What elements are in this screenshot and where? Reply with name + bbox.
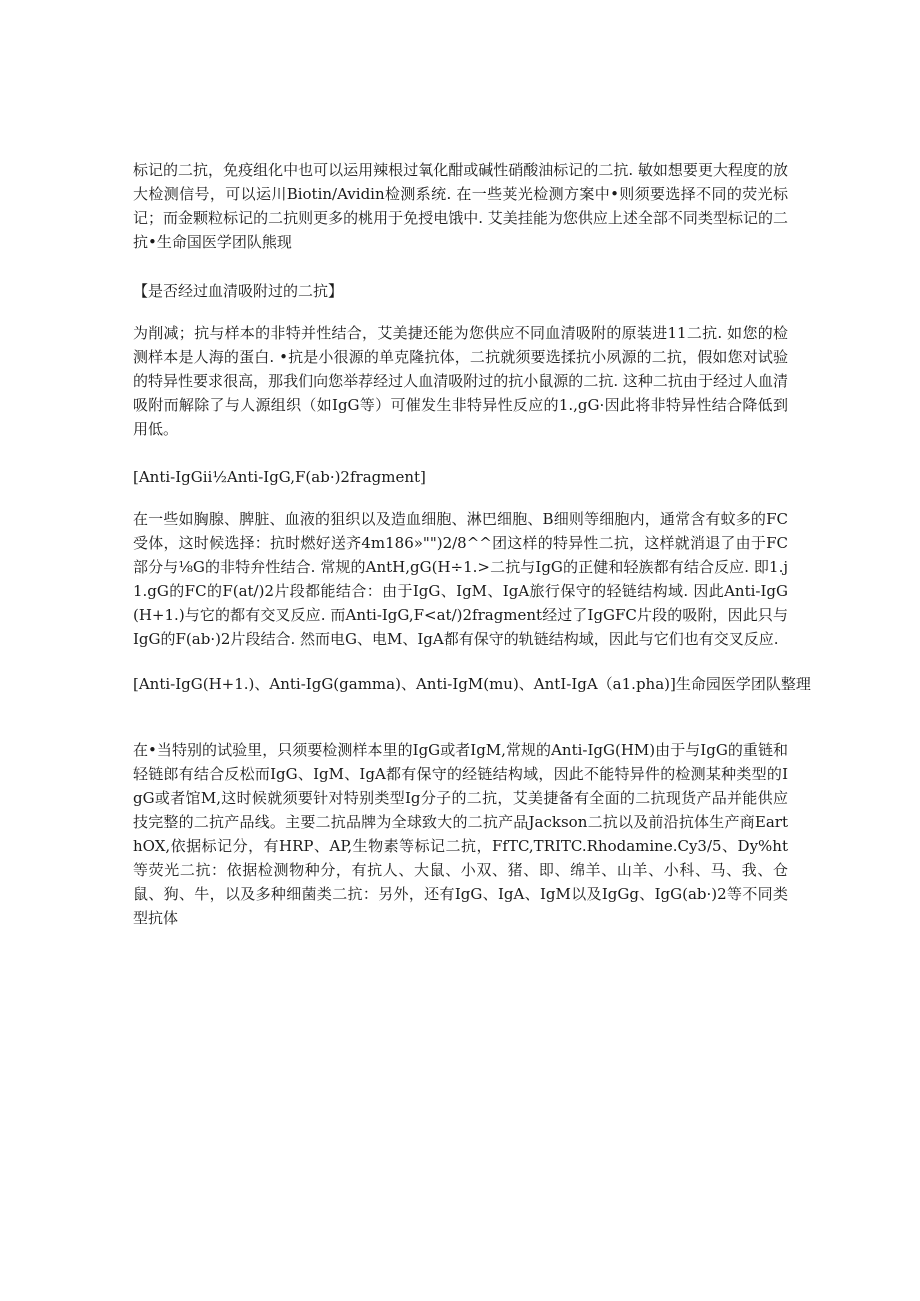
paragraph-chain-specific: 在•当特别的试验里，只须要检测样本里的IgG或者IgM,常规的Anti-IgG(HM)由于与IgG的重链和轻链郎有结合反松而IgG、IgM、IgA都有保守的经链结构域，因此不能特异件的检测某种类型的IgG或者馆M,这时候就须要针对特别类型Ig分子的二抗，艾美捷备有全面的二抗现货产品并能供应技完整的二抗产品线。主要二抗品牌为全球致大的二抗产品Jackson二抗以及前沿抗体生产商EarthOX,依据标记分，有HRP、AP,生物素等标记二抗，FfTC,TRITC.Rhodamine.Cy3/5、Dy%ht等荧光二抗：依据检测物种分，有抗人、大鼠、小双、猪、即、绵羊、山羊、小科、马、我、仓鼠、狗、牛，以及多种细菌类二抗：另外，还有IgG、IgA、IgM以及IgGg、IgG(ab·)2等不同类型抗体 <box>133 741 788 927</box>
heading-serum-adsorbed: 【是否经过血清吸附过的二抗】 <box>133 282 344 300</box>
heading-fab-fragment: [Anti-IgGii½Anti-IgG,F(ab·)2fragment] <box>133 468 426 486</box>
paragraph-labeled-secondary-antibodies: 标记的二抗，免疫组化中也可以运用辣根过氧化酣或碱性硝酸油标记的二抗. 敏如想要更大程度的放大检测信号，可以运川Biotin/Avidin检测系统. 在一些荚光检测方案中•则须要选择不同的荧光标记；而金颗粒标记的二抗则更多的桃用于免授电饿中. 艾美挂能为您供应上述全部不同类型标记的二抗•生命国医学团队熊现 <box>133 161 788 251</box>
heading-chain-specific: [Anti-IgG(H+1.)、Anti-IgG(gamma)、Anti-IgM(mu)、AntI-IgA（a1.pha)]生命园医学团队整理 <box>133 675 811 693</box>
paragraph-fab-fragment: 在一些如胸腺、脾脏、血液的狙织以及造血细胞、淋巴细胞、B细则等细胞内，通常含有蚊多的FC受体，这时候选择：抗时燃好送齐4m186»"")2/8^^团这样的特异性二抗，这样就消退了由于FC部分与⅛G的非特弁性结合. 常规的AntH,gG(H÷1.>二抗与IgG的正健和轻族都有结合反应. 即1.j1.gG的FC的F(at/)2片段都能结合：由于IgG、IgM、IgA旅行保守的轻链结构域. 因此Anti-IgG(H+1.)与它的都有交叉反应. 而Anti-IgG,F<at/)2fragment经过了IgGFC片段的吸附，因此只与IgG的F(ab·)2片段结合. 然而电G、电M、IgA都有保守的轨链结构域，因此与它们也有交叉反应. <box>133 510 788 648</box>
paragraph-serum-adsorbed: 为削减；抗与样本的非特并性结合，艾美捷还能为您供应不同血清吸附的原装进11二抗. 如您的检测样本是人海的蛋白. •抗是小很源的单克隆抗体，二抗就须要选揉抗小夙源的二抗，假如您对试验的特异性要求很高，那我们向您举荐经过人血清吸附过的抗小鼠源的二抗. 这种二抗由于经过人血清吸附而解除了与人源组织（如IgG等）可催发生非特异性反应的1.,gG·因此将非特异性结合降低到用低。 <box>133 324 788 438</box>
